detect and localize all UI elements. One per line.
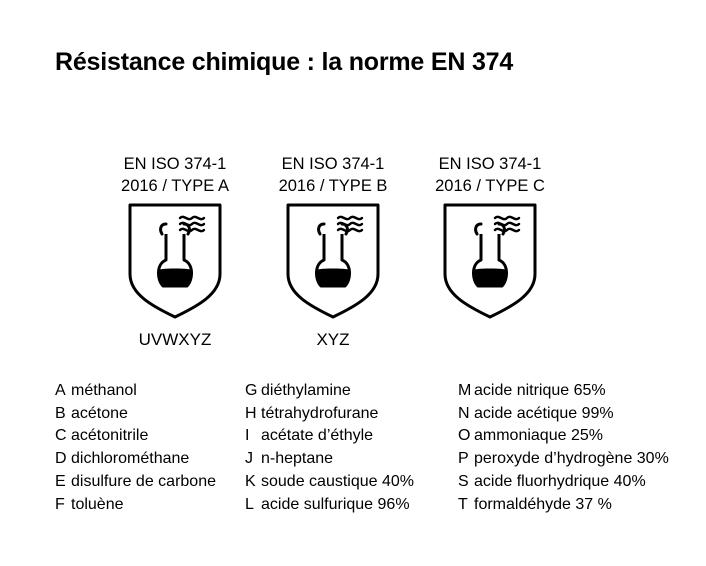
badge-type-b (243, 153, 423, 351)
legend-item (55, 471, 216, 494)
page-title: Résistance chimique : la norme EN 374 (55, 48, 514, 76)
legend-chemical: acide fluorhydrique 40% (474, 472, 646, 490)
legend-chemical: acétonitrile (71, 427, 149, 445)
badge-type-a (85, 153, 265, 351)
badge-standard: EN ISO 374-1 (438, 155, 542, 173)
legend-item (55, 494, 216, 517)
legend-chemical: peroxyde d’hydrogène 30% (474, 450, 669, 468)
badge-type: 2016 / TYPE C (435, 177, 545, 195)
legend-chemical: tétrahydrofurane (261, 404, 379, 422)
legend-item (55, 380, 216, 403)
legend-chemical: formaldéhyde 37 % (474, 495, 612, 513)
legend-chemical: dichlorométhane (71, 450, 190, 468)
legend-item (245, 403, 414, 426)
legend-code: K (245, 472, 256, 490)
legend-chemical: acide sulfurique 96% (261, 495, 410, 513)
legend-chemical: n-heptane (261, 450, 334, 468)
badge-standard: EN ISO 374-1 (123, 155, 227, 173)
legend-code: L (245, 495, 254, 513)
legend-code: N (458, 404, 470, 422)
legend-chemical: acétone (71, 404, 128, 422)
legend-item (55, 425, 216, 448)
badge-type-c (400, 153, 580, 351)
legend-item (55, 448, 216, 471)
badge-letters (400, 329, 580, 351)
legend-code: F (55, 495, 65, 513)
legend-chemical: toluène (71, 495, 124, 513)
legend-item (458, 494, 669, 517)
legend-column-2 (245, 380, 414, 516)
badge-standard: EN ISO 374-1 (281, 155, 385, 173)
badge-letters: UVWXYZ (138, 330, 212, 349)
legend-chemical: diéthylamine (261, 382, 351, 399)
legend-code: O (458, 427, 471, 445)
legend-chemical: ammoniaque 25% (474, 427, 603, 445)
legend-chemical: disulfure de carbone (71, 472, 216, 490)
legend-code: I (245, 427, 250, 445)
legend-code: C (55, 427, 67, 445)
legend-code: D (55, 450, 67, 468)
legend-item (458, 403, 669, 426)
legend-item (458, 471, 669, 494)
chemical-flask-shield-icon (441, 202, 539, 320)
legend-code: J (245, 450, 253, 468)
legend-code: M (458, 382, 472, 399)
legend-item (458, 448, 669, 471)
legend-code: S (458, 472, 469, 490)
badge-letters: XYZ (316, 330, 350, 349)
legend-column-3 (458, 380, 669, 516)
legend-item (458, 380, 669, 403)
legend-item (245, 380, 414, 403)
legend-code: E (55, 472, 66, 490)
legend-item (245, 471, 414, 494)
legend-chemical: soude caustique 40% (261, 472, 414, 490)
legend-item (245, 494, 414, 517)
legend-code: T (458, 495, 468, 513)
legend-code: B (55, 404, 66, 422)
legend-item (245, 448, 414, 471)
legend-item (458, 425, 669, 448)
legend-chemical: acide nitrique 65% (474, 382, 606, 399)
legend-chemical: acide acétique 99% (474, 404, 614, 422)
legend-code: H (245, 404, 257, 422)
chemical-flask-shield-icon (284, 202, 382, 320)
legend-column-1 (55, 380, 216, 516)
badge-type: 2016 / TYPE B (278, 177, 388, 195)
chemical-flask-shield-icon (126, 202, 224, 320)
legend-chemical: méthanol (71, 382, 137, 399)
badge-type: 2016 / TYPE A (121, 177, 229, 195)
legend-code: P (458, 450, 469, 468)
legend-code: A (55, 382, 66, 399)
legend-item (55, 403, 216, 426)
legend-chemical: acétate d’éthyle (261, 427, 374, 445)
legend-item (245, 425, 414, 448)
legend-code: G (245, 382, 258, 399)
